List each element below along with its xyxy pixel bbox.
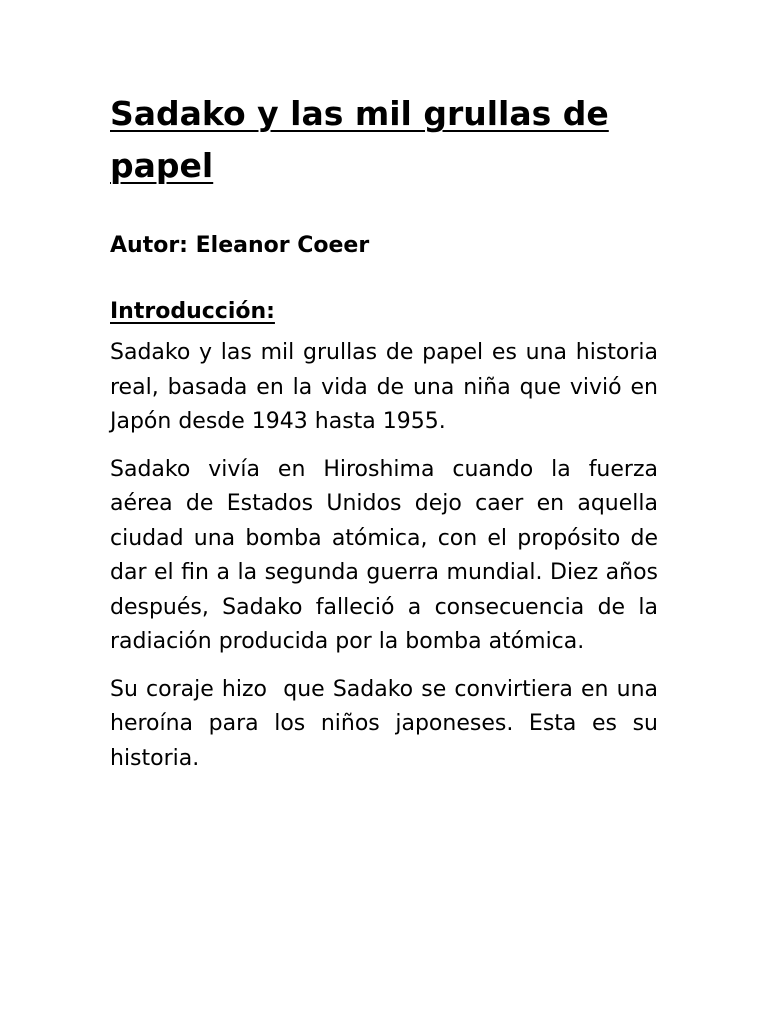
paragraph: Su coraje hizo que Sadako se convirtiera en una heroína para los niños japoneses. Esta es su historia. — [110, 676, 665, 771]
paragraph: Sadako y las mil grullas de papel es una historia real, basada en la vida de una niña que vivió en Japón desde 1943 hasta 1955. — [110, 340, 658, 434]
document-title: Sadako y las mil grullas de papel — [110, 94, 609, 185]
paragraph: Sadako vivía en Hiroshima cuando la fuerza aérea de Estados Unidos dejo caer en aquella ciudad una bomba atómica, con el propósito de dar el fin a la segunda guerra mundial. Diez años después, Sadako falleció a consecuencia de la radiación producida por la bomba atómica. — [110, 456, 658, 654]
author-line: Autor: Eleanor Coeer — [110, 233, 370, 258]
section-heading-introduction: Introducción: — [110, 299, 275, 324]
document-page — [110, 88, 665, 776]
